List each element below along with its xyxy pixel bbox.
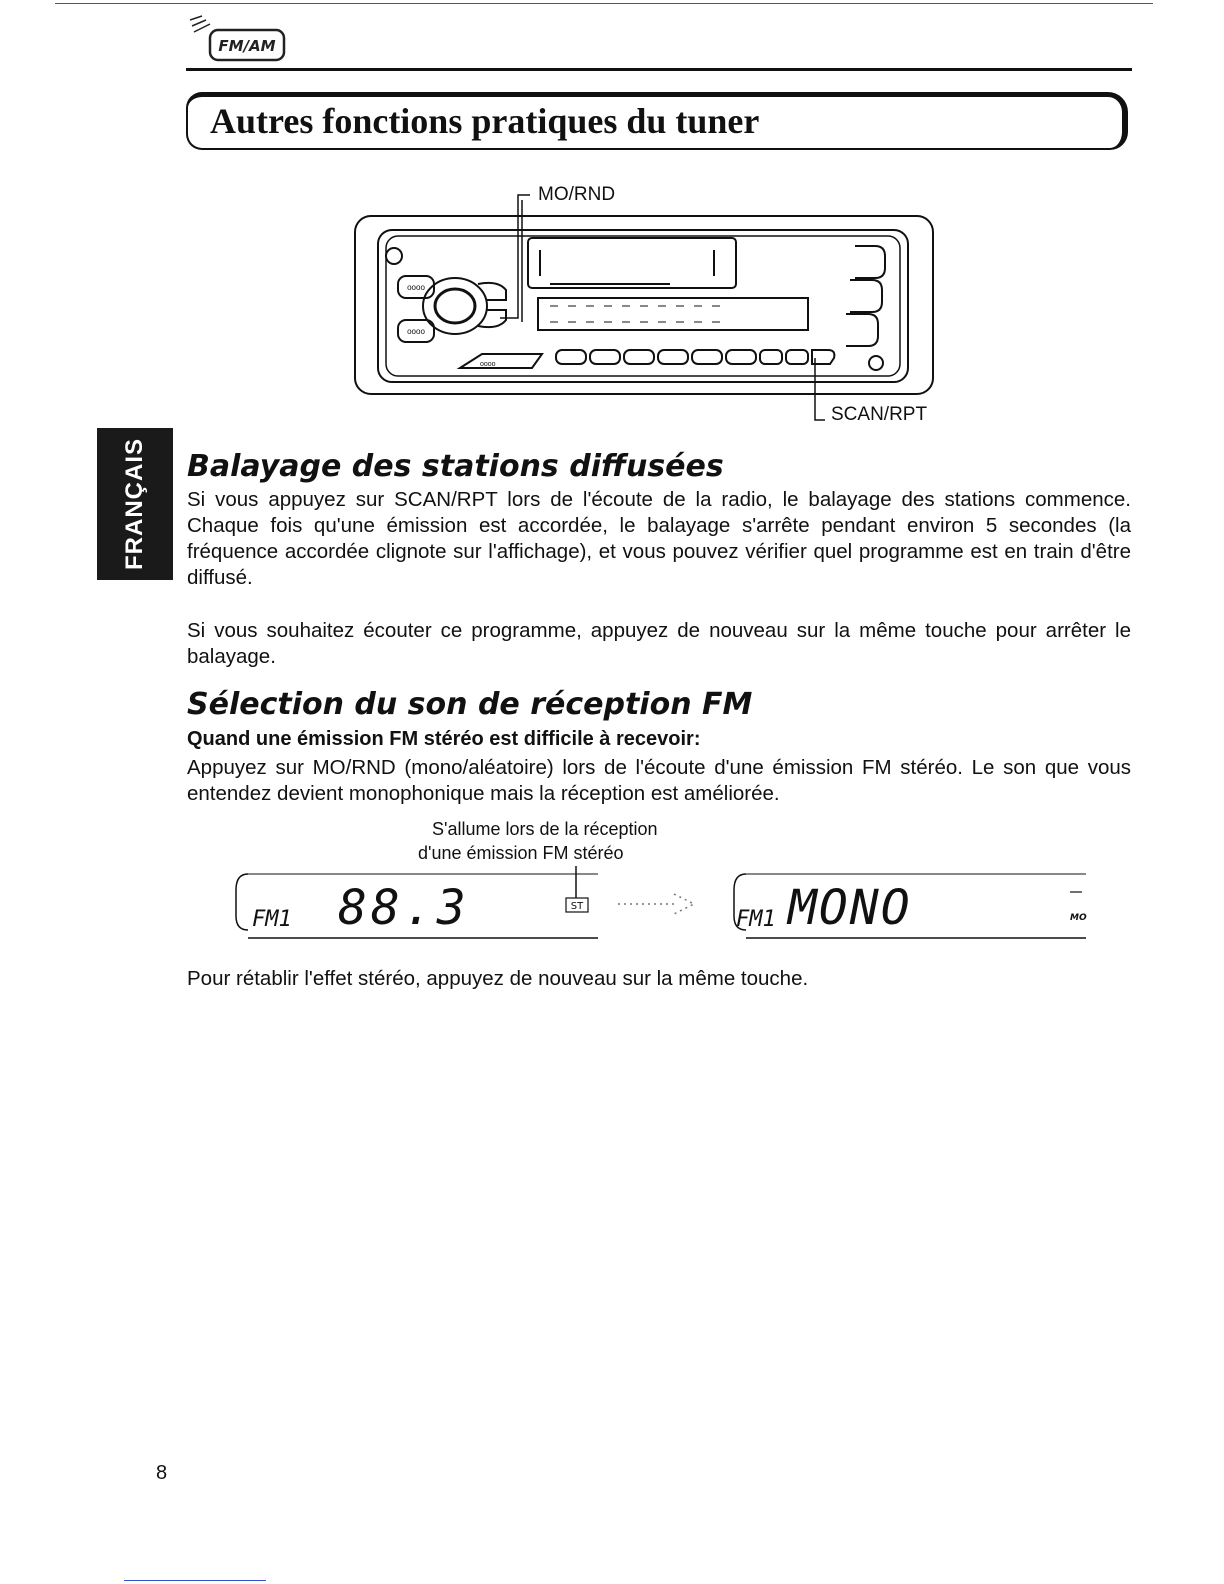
logo-text: FM/AM bbox=[218, 37, 276, 55]
right-button-3 bbox=[846, 314, 878, 346]
right-button-2 bbox=[850, 280, 882, 312]
frequency-readout: 88.3 bbox=[338, 880, 470, 936]
mo-rnd-label: MO/RND bbox=[538, 184, 616, 205]
page-title: Autres fonctions pratiques du tuner bbox=[210, 101, 760, 141]
scan-paragraph-1: Si vous appuyez sur SCAN/RPT lors de l'écoute de la radio, le balayage des stations commence. Chaque fois qu'une émission est accordée, le balayage s'arrête pendant environ 5 secondes (la fréquence accordée clignote sur l'affichage), et vous pouvez vérifier quel programme est en train d'être diffusé. bbox=[187, 488, 1131, 589]
band-left: FM1 bbox=[252, 907, 292, 932]
control-knob bbox=[435, 289, 475, 323]
mo-rnd-button bbox=[760, 350, 782, 364]
preset-button-6 bbox=[726, 350, 756, 364]
car-radio-diagram bbox=[350, 180, 950, 430]
scan-rpt-leader bbox=[815, 358, 825, 420]
scan-paragraph-2: Si vous souhaitez écouter ce programme, appuyez de nouveau sur la même touche pour arrêter le balayage. bbox=[187, 619, 1131, 668]
svg-text:oooo: oooo bbox=[407, 283, 425, 292]
preset-button-3 bbox=[624, 350, 654, 364]
right-button-1 bbox=[855, 246, 885, 278]
language-tab-label: FRANÇAIS bbox=[121, 438, 148, 570]
fm-paragraph-2: Pour rétablir l'effet stéréo, appuyez de nouveau sur la même touche. bbox=[187, 967, 809, 990]
caption-line-2: d'une émission FM stéréo bbox=[418, 843, 624, 863]
page-number: 8 bbox=[156, 1462, 168, 1484]
svg-text:oooo: oooo bbox=[407, 327, 425, 336]
radio-outer-body bbox=[355, 216, 933, 394]
display-stereo bbox=[228, 862, 608, 942]
dotted-arrow-icon bbox=[612, 884, 702, 924]
display-window bbox=[538, 298, 808, 330]
cassette-slot bbox=[528, 238, 736, 288]
display-mono bbox=[726, 862, 1090, 942]
scan-rpt-button bbox=[786, 350, 808, 364]
radio-waves-icon bbox=[188, 14, 288, 64]
bottom-rule bbox=[124, 1580, 266, 1581]
section-heading-fm-sound: Sélection du son de réception FM bbox=[187, 687, 753, 722]
control-knob-outer bbox=[423, 278, 487, 334]
fm-subheading: Quand une émission FM stéréo est difficile à recevoir: bbox=[187, 728, 701, 750]
svg-text:oooo: oooo bbox=[480, 361, 496, 368]
section-heading-scan: Balayage des stations diffusées bbox=[187, 449, 724, 484]
preset-button-2 bbox=[590, 350, 620, 364]
preset-button-1 bbox=[556, 350, 586, 364]
stereo-indicator-text: ST bbox=[570, 901, 584, 912]
mono-readout: MONO bbox=[788, 880, 912, 936]
header-rule bbox=[186, 68, 1132, 71]
mono-indicator: MO bbox=[1070, 913, 1087, 923]
preset-button-5 bbox=[692, 350, 722, 364]
scan-rpt-label: SCAN/RPT bbox=[831, 404, 928, 425]
band-right: FM1 bbox=[736, 907, 776, 932]
top-rule bbox=[55, 3, 1153, 4]
language-tab bbox=[97, 428, 173, 580]
fm-paragraph-1: Appuyez sur MO/RND (mono/aléatoire) lors de l'écoute d'une émission FM stéréo. Le son que vous entendez devient monophonique mais la réception est améliorée. bbox=[187, 756, 1131, 805]
fm-am-logo bbox=[188, 14, 288, 64]
preset-button-4 bbox=[658, 350, 688, 364]
caption-line-1: S'allume lors de la réception bbox=[432, 819, 658, 839]
